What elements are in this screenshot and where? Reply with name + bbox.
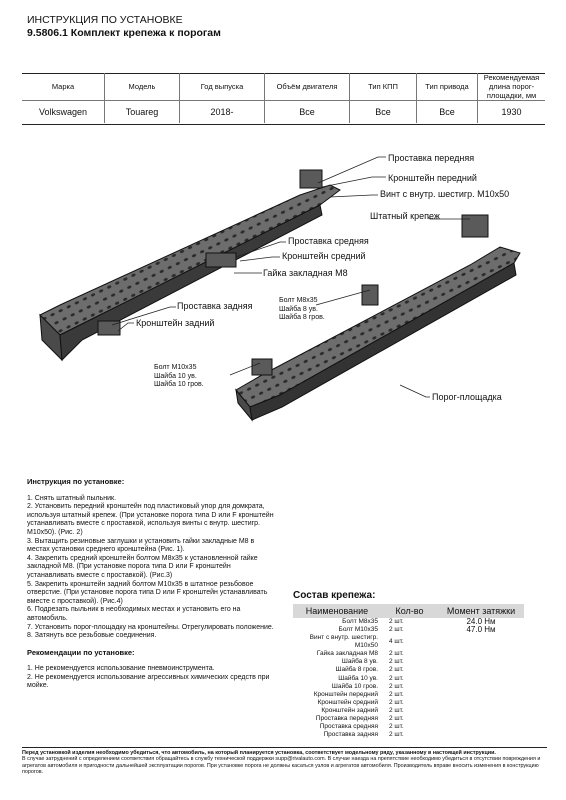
parts-row — [293, 666, 524, 674]
part-name: Шайба 8 ув. — [341, 658, 378, 666]
part-torque — [438, 666, 524, 674]
spec-header-engine: Объём двигателя — [265, 73, 350, 101]
doc-title: ИНСТРУКЦИЯ ПО УСТАНОВКЕ — [27, 14, 183, 26]
part-name: Шайба 10 ув. — [338, 674, 378, 682]
spec-value-length: 1930 — [478, 101, 546, 124]
parts-row — [293, 650, 524, 658]
part-torque: 47.0 Нм — [466, 625, 496, 635]
parts-row — [293, 674, 524, 682]
part-torque — [438, 715, 524, 723]
part-torque — [438, 707, 524, 715]
installation-instructions — [27, 478, 277, 691]
instruction-step: 6. Подрезать пыльник в необходимых местах и установить его на автомобиль. — [27, 606, 241, 622]
instruction-step: 3. Вытащить резиновые заглушки и установить гайки закладные М8 в местах установки среднего кронштейна (Рис. 1). — [27, 537, 255, 554]
spec-value-drive: Все — [417, 101, 478, 124]
spec-header-drive: Тип привода — [417, 73, 478, 101]
part-qty: 2 шт. — [389, 690, 404, 698]
label-bolt-m8 — [279, 297, 325, 323]
parts-row — [293, 691, 524, 699]
label-rear-bracket: Кронштейн задний — [136, 318, 215, 328]
instruction-step: 2. Установить передний кронштейн под пластиковый упор для домкрата, используя штатный крепеж. (При установке порога типа D или F кронштейн устанавливать вместе с проставкой, используя винты с внутр. шестигр. М10х50). (Рис. 2) — [27, 503, 274, 536]
part-qty: 2 шт. — [389, 723, 404, 731]
spec-value-engine: Все — [265, 101, 350, 124]
label-washer-10-spring: Шайба 10 гров. — [154, 381, 204, 388]
spec-header-model: Модель — [105, 73, 180, 101]
parts-row — [293, 707, 524, 715]
part-qty: 2 шт. — [389, 658, 404, 666]
part-name: Болт М8х35 — [342, 618, 378, 626]
part-torque — [438, 634, 524, 650]
part-name: Кронштейн передний — [313, 690, 378, 698]
part-name: Шайба 10 гров. — [331, 682, 378, 690]
parts-header-qty: Кол-во — [381, 604, 438, 618]
instruction-step: 4. Закрепить средний кронштейн болтом М8х35 к установленной гайке закладной М8. (При установке порога типа D или F кронштейн устанавливать вместе с проставкой). (Рис.3) — [27, 554, 258, 579]
part-torque — [438, 658, 524, 666]
label-middle-bracket: Кронштейн средний — [282, 251, 366, 261]
part-torque: 24.0 Нм — [466, 617, 496, 627]
parts-row — [293, 699, 524, 707]
spec-value-gearbox: Все — [350, 101, 417, 124]
spec-header-year: Год выпуска — [180, 73, 265, 101]
part-qty: 2 шт. — [389, 650, 404, 658]
label-front-bracket: Кронштейн передний — [388, 173, 477, 183]
label-bolt-m10 — [154, 364, 204, 390]
footer-line-1: Перед установкой изделия необходимо убедиться, что автомобиль, на который планируется установка, соответствует модельному ряду, указанному в настоящей инструкции. — [22, 750, 496, 756]
instruction-step: 8. Затянуть все резьбовые соединения. — [27, 632, 157, 640]
part-name: Винт с внутр. шестигр. М10х50 — [309, 634, 378, 650]
part-qty: 2 шт. — [389, 698, 404, 706]
footer-line-2: В случае затруднений с определением соответствия обращайтесь в службу технической поддержки supp@rivalauto.com. В случае наезда на препятствие необходимо убедиться в отсутствии повреждения и агрегатов автомобиля и пригодности дальнейшей эксплуатации порогов. При установке порога не должны касаться узлов и агрегатов автомобиля. Производитель вправе вносить изменения в конструкцию порогов. — [22, 756, 541, 776]
assembly-diagram — [0, 135, 566, 455]
parts-row — [293, 658, 524, 666]
part-name: Проставка средняя — [319, 723, 378, 731]
spec-header-length: Рекомендуемая длина порог-площадки, мм — [478, 73, 546, 101]
parts-row — [293, 634, 524, 650]
label-washer-8-spring: Шайба 8 гров. — [279, 314, 325, 321]
part-name: Кронштейн средний — [317, 698, 378, 706]
footer-notice — [22, 747, 547, 776]
instruction-step: 5. Закрепить кронштейн задний болтом М10х35 в штатное резьбовое отверстие. (При установке порога типа D или F кронштейн устанавливать вместе с проставкой). (Рис.4) — [27, 580, 268, 605]
part-torque — [438, 699, 524, 707]
part-qty: 2 шт. — [389, 618, 404, 626]
label-rear-spacer: Проставка задняя — [177, 301, 253, 311]
label-bolt-m8-line: Болт М8х35 — [279, 297, 318, 304]
part-qty: 2 шт. — [389, 674, 404, 682]
part-name: Проставка передняя — [315, 714, 378, 722]
spec-value-year: 2018- — [180, 101, 265, 124]
part-name: Гайка закладная М8 — [316, 650, 378, 658]
parts-header-torque: Момент затяжки — [438, 604, 524, 618]
parts-row — [293, 715, 524, 723]
label-washer-10-flat: Шайба 10 ув. — [154, 372, 197, 380]
parts-row — [293, 683, 524, 691]
recommendation-item: 1. Не рекомендуется использование пневмоинструмента. — [27, 665, 215, 673]
vehicle-spec-table — [22, 73, 545, 123]
label-standard-fastener: Штатный крепеж — [370, 211, 440, 221]
instruction-step: 7. Установить порог-площадку на кронштейны. Отрегулировать положение. — [27, 623, 274, 631]
spec-value-make: Volkswagen — [38, 107, 88, 117]
instruction-step: 1. Снять штатный пыльник. — [27, 494, 117, 502]
part-torque — [438, 723, 524, 731]
parts-row — [293, 723, 524, 731]
spec-header-gearbox: Тип КПП — [350, 73, 417, 101]
label-middle-spacer: Проставка средняя — [288, 236, 369, 246]
recommendation-item: 2. Не рекомендуется использование агрессивных химических средств при мойке. — [27, 673, 270, 690]
parts-row — [293, 731, 524, 739]
label-nut: Гайка закладная М8 — [263, 268, 348, 278]
part-torque — [438, 731, 524, 739]
part-qty: 2 шт. — [389, 714, 404, 722]
label-step-board: Порог-площадка — [432, 392, 502, 402]
part-qty: 4 шт. — [389, 638, 404, 646]
part-name: Кронштейн задний — [321, 706, 378, 714]
part-qty: 2 шт. — [389, 682, 404, 690]
parts-row — [293, 626, 524, 634]
spec-value-model: Touareg — [105, 101, 180, 124]
spec-header-make: Марка — [22, 73, 105, 101]
part-torque — [438, 674, 524, 682]
label-screw: Винт с внутр. шестигр. М10х50 — [380, 189, 510, 199]
label-washer-8-flat: Шайба 8 ув. — [279, 305, 318, 313]
doc-subtitle: 9.5806.1 Комплект крепежа к порогам — [27, 27, 221, 39]
part-qty: 2 шт. — [389, 666, 404, 674]
part-torque — [438, 650, 524, 658]
label-bolt-m10-line: Болт М10х35 — [154, 364, 197, 371]
part-qty: 2 шт. — [389, 731, 404, 739]
parts-header-name: Наименование — [293, 604, 381, 618]
part-torque — [438, 691, 524, 699]
parts-table — [293, 604, 524, 739]
label-front-spacer: Проставка передняя — [388, 153, 475, 163]
part-torque — [438, 683, 524, 691]
part-name: Болт М10х35 — [338, 626, 378, 634]
parts-title: Состав крепежа: — [293, 590, 376, 601]
part-name: Проставка задняя — [323, 731, 378, 739]
recommendations-title: Рекомендации по установке: — [27, 647, 135, 657]
part-qty: 2 шт. — [389, 626, 404, 634]
part-qty: 2 шт. — [389, 706, 404, 714]
part-name: Шайба 8 гров. — [335, 666, 378, 674]
instructions-title: Инструкция по установке: — [27, 477, 125, 486]
